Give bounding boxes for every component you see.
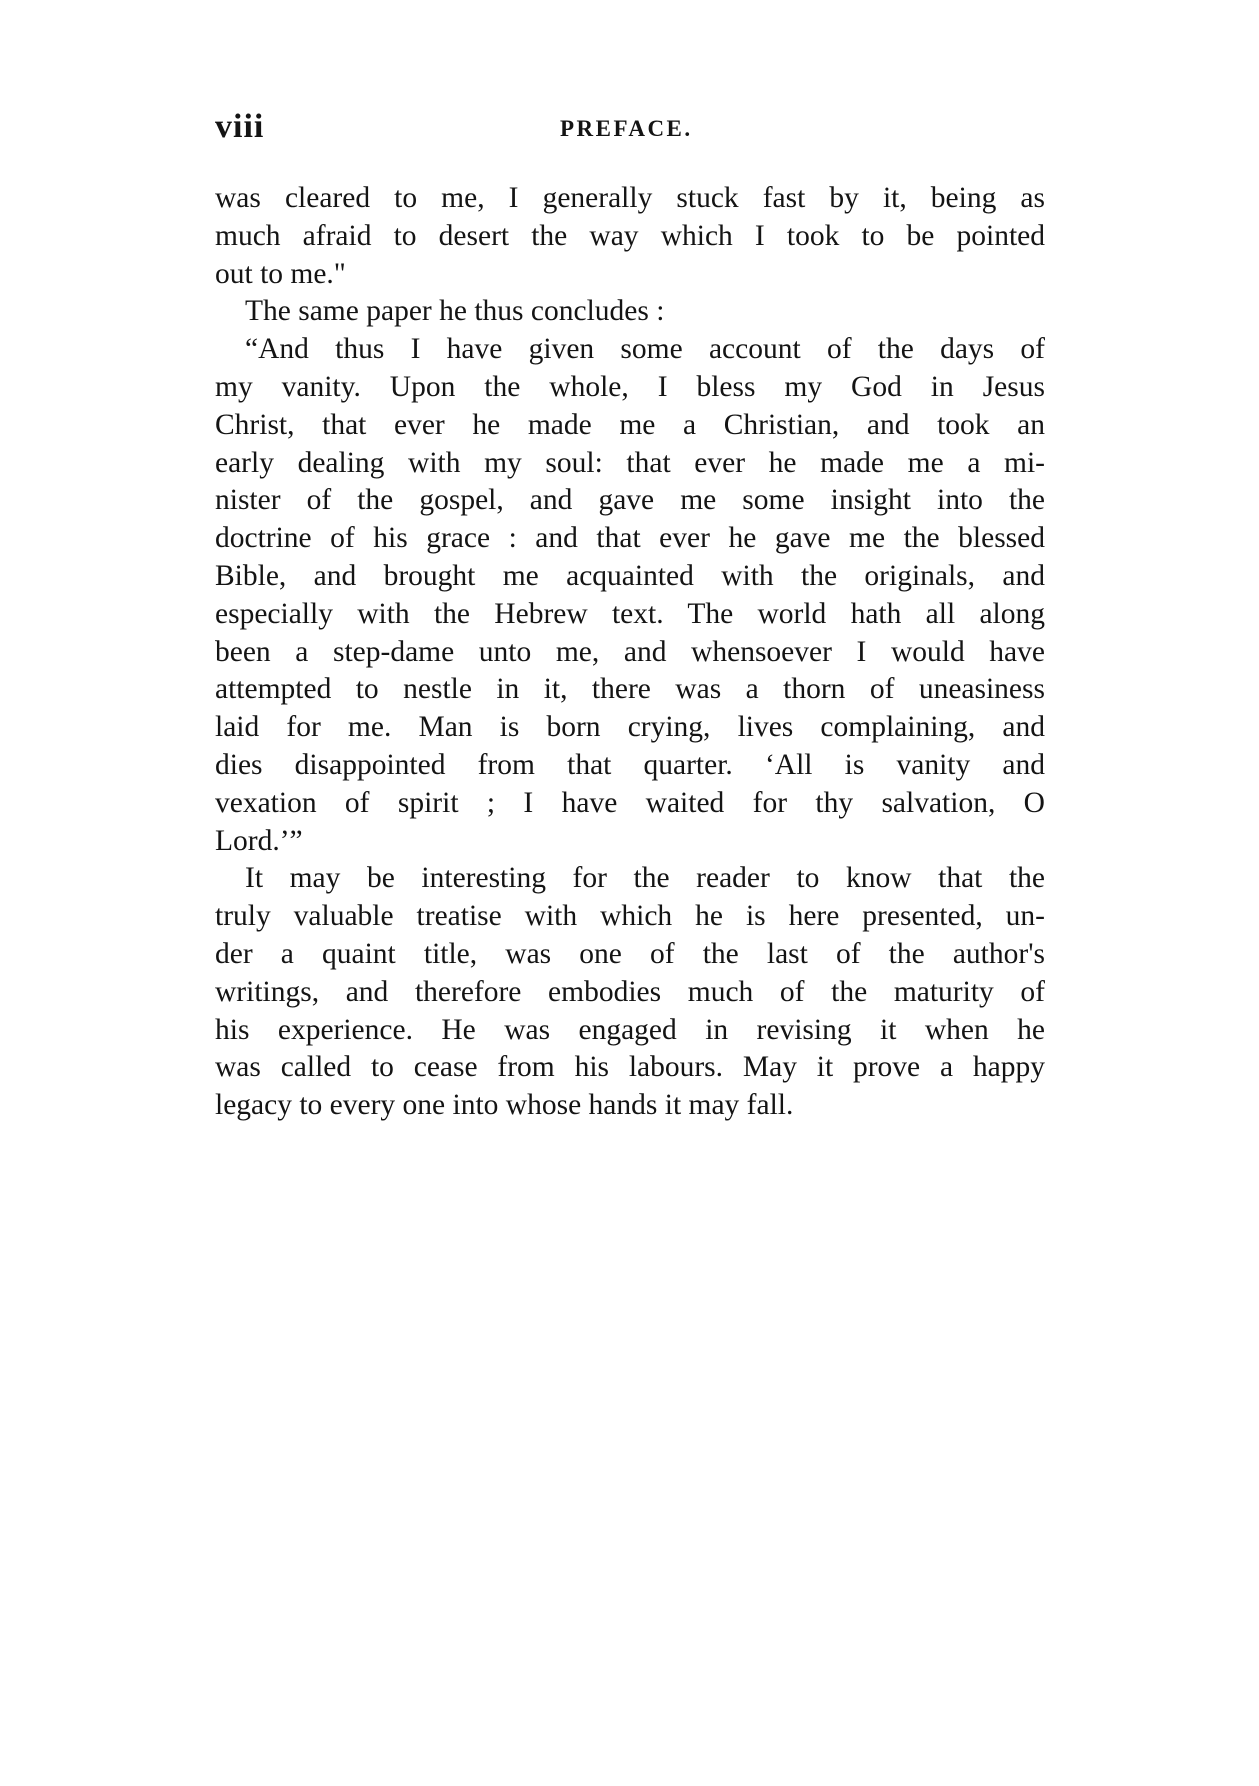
running-title: PREFACE. <box>560 116 693 141</box>
text-line: truly valuable treatise with which he is here presented, un- <box>215 900 1045 933</box>
text-line: legacy to every one into whose hands it may fall. <box>215 1089 794 1122</box>
text-line: out to me." <box>215 257 346 290</box>
text-line: was called to cease from his labours. May it prove a happy <box>215 1051 1045 1084</box>
text-line: nister of the gospel, and gave me some insight into the <box>215 484 1045 517</box>
text-line: been a step-dame unto me, and whensoever I would have <box>215 635 1045 668</box>
text-line: my vanity. Upon the whole, I bless my God in Jesus <box>215 370 1045 403</box>
text-line: It may be interesting for the reader to know that the <box>245 862 1045 895</box>
preface-text <box>215 180 1045 1125</box>
text-line: der a quaint title, was one of the last of the author's <box>215 937 1045 970</box>
text-line: laid for me. Man is born crying, lives complaining, and <box>215 711 1045 744</box>
text-line: his experience. He was engaged in revising it when he <box>215 1013 1045 1046</box>
page-number: viii <box>215 108 265 145</box>
text-line: Lord.’” <box>215 824 303 857</box>
text-line: was cleared to me, I generally stuck fast by it, being as <box>215 182 1045 214</box>
text-line: much afraid to desert the way which I took to be pointed <box>215 219 1045 252</box>
text-line: writings, and therefore embodies much of the maturity of <box>215 975 1045 1008</box>
running-head <box>215 108 1045 148</box>
text-line: vexation of spirit ; I have waited for thy salvation, O <box>215 786 1045 819</box>
text-line: The same paper he thus concludes : <box>245 295 665 328</box>
text-line: Christ, that ever he made me a Christian, and took an <box>215 408 1045 441</box>
text-line: Bible, and brought me acquainted with the originals, and <box>215 559 1045 592</box>
text-line: “And thus I have given some account of the days of <box>245 333 1045 366</box>
text-line: doctrine of his grace : and that ever he gave me the blessed <box>215 522 1045 555</box>
text-line: especially with the Hebrew text. The world hath all along <box>215 597 1045 630</box>
text-line: dies disappointed from that quarter. ‘All is vanity and <box>215 748 1045 781</box>
text-line: early dealing with my soul: that ever he made me a mi- <box>215 446 1045 479</box>
text-line: attempted to nestle in it, there was a thorn of uneasiness <box>215 673 1045 706</box>
